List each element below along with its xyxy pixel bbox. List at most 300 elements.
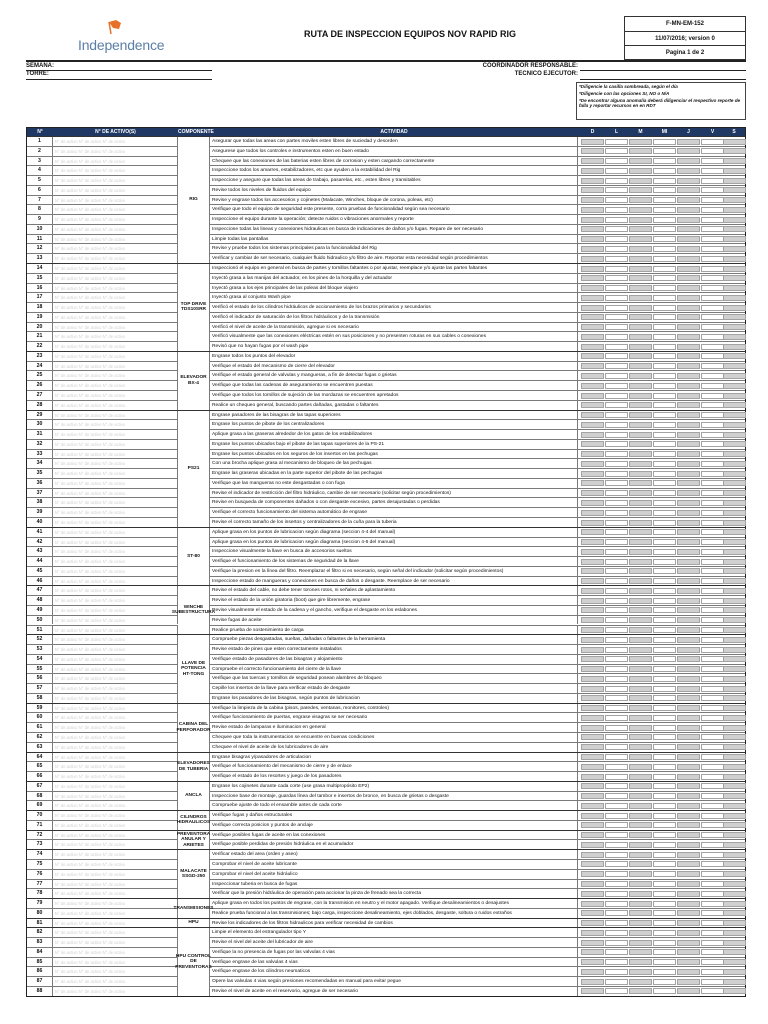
day-check-cell[interactable]	[581, 861, 604, 867]
asset-number-cell[interactable]: N° de activo N° de activo N° de activo	[53, 498, 178, 507]
day-check-cell[interactable]	[701, 559, 724, 565]
day-check-cell[interactable]	[653, 480, 676, 486]
day-check-cell[interactable]	[605, 705, 628, 711]
day-check-cell[interactable]	[629, 520, 652, 526]
day-check-cell[interactable]	[629, 578, 652, 584]
day-check-cell[interactable]	[701, 578, 724, 584]
day-check-cell[interactable]	[605, 148, 628, 154]
day-check-cell[interactable]	[581, 256, 604, 262]
day-check-cell[interactable]	[581, 617, 604, 623]
asset-number-cell[interactable]: N° de activo N° de activo N° de activo	[53, 958, 178, 967]
day-check-cell[interactable]	[581, 295, 604, 301]
day-check-cell[interactable]	[653, 627, 676, 633]
day-check-cell[interactable]	[723, 432, 746, 438]
day-check-cell[interactable]	[581, 686, 604, 692]
day-check-cell[interactable]	[701, 500, 724, 506]
day-check-cell[interactable]	[629, 988, 652, 994]
asset-number-cell[interactable]: N° de activo N° de activo N° de activo	[53, 772, 178, 781]
day-check-cell[interactable]	[653, 871, 676, 877]
day-check-cell[interactable]	[701, 363, 724, 369]
day-check-cell[interactable]	[629, 529, 652, 535]
asset-number-cell[interactable]: N° de activo N° de activo N° de activo	[53, 645, 178, 654]
day-check-cell[interactable]	[677, 852, 700, 858]
day-check-cell[interactable]	[605, 783, 628, 789]
day-check-cell[interactable]	[581, 510, 604, 516]
day-check-cell[interactable]	[723, 539, 746, 545]
day-check-cell[interactable]	[653, 930, 676, 936]
day-check-cell[interactable]	[581, 832, 604, 838]
day-check-cell[interactable]	[581, 529, 604, 535]
day-check-cell[interactable]	[723, 969, 746, 975]
asset-number-cell[interactable]: N° de activo N° de activo N° de activo	[53, 459, 178, 468]
day-check-cell[interactable]	[629, 217, 652, 223]
day-check-cell[interactable]	[701, 910, 724, 916]
day-check-cell[interactable]	[629, 842, 652, 848]
day-check-cell[interactable]	[605, 969, 628, 975]
day-check-cell[interactable]	[605, 168, 628, 174]
day-check-cell[interactable]	[605, 774, 628, 780]
day-check-cell[interactable]	[605, 959, 628, 965]
day-check-cell[interactable]	[677, 490, 700, 496]
day-check-cell[interactable]	[677, 754, 700, 760]
tecnico-input-line[interactable]	[580, 79, 746, 80]
day-check-cell[interactable]	[581, 920, 604, 926]
day-check-cell[interactable]	[677, 500, 700, 506]
day-check-cell[interactable]	[677, 588, 700, 594]
day-check-cell[interactable]	[723, 139, 746, 145]
asset-number-cell[interactable]: N° de activo N° de activo N° de activo	[53, 567, 178, 576]
asset-number-cell[interactable]: N° de activo N° de activo N° de activo	[53, 889, 178, 898]
day-check-cell[interactable]	[581, 881, 604, 887]
day-check-cell[interactable]	[605, 139, 628, 145]
day-check-cell[interactable]	[653, 236, 676, 242]
day-check-cell[interactable]	[629, 393, 652, 399]
day-check-cell[interactable]	[701, 715, 724, 721]
asset-number-cell[interactable]: N° de activo N° de activo N° de activo	[53, 430, 178, 439]
day-check-cell[interactable]	[677, 598, 700, 604]
day-check-cell[interactable]	[677, 432, 700, 438]
day-check-cell[interactable]	[677, 471, 700, 477]
day-check-cell[interactable]	[581, 363, 604, 369]
day-check-cell[interactable]	[723, 295, 746, 301]
day-check-cell[interactable]	[605, 744, 628, 750]
day-check-cell[interactable]	[723, 480, 746, 486]
day-check-cell[interactable]	[677, 295, 700, 301]
day-check-cell[interactable]	[677, 861, 700, 867]
day-check-cell[interactable]	[701, 705, 724, 711]
day-check-cell[interactable]	[653, 441, 676, 447]
day-check-cell[interactable]	[605, 920, 628, 926]
day-check-cell[interactable]	[629, 158, 652, 164]
day-check-cell[interactable]	[629, 881, 652, 887]
day-check-cell[interactable]	[629, 783, 652, 789]
day-check-cell[interactable]	[629, 353, 652, 359]
day-check-cell[interactable]	[677, 383, 700, 389]
day-check-cell[interactable]	[701, 881, 724, 887]
day-check-cell[interactable]	[629, 197, 652, 203]
day-check-cell[interactable]	[701, 324, 724, 330]
day-check-cell[interactable]	[653, 832, 676, 838]
asset-number-cell[interactable]: N° de activo N° de activo N° de activo	[53, 411, 178, 420]
day-check-cell[interactable]	[653, 510, 676, 516]
asset-number-cell[interactable]: N° de activo N° de activo N° de activo	[53, 577, 178, 586]
asset-number-cell[interactable]: N° de activo N° de activo N° de activo	[53, 626, 178, 635]
day-check-cell[interactable]	[605, 490, 628, 496]
asset-number-cell[interactable]: N° de activo N° de activo N° de activo	[53, 547, 178, 556]
day-check-cell[interactable]	[677, 314, 700, 320]
day-check-cell[interactable]	[723, 148, 746, 154]
day-check-cell[interactable]	[629, 676, 652, 682]
day-check-cell[interactable]	[723, 422, 746, 428]
day-check-cell[interactable]	[701, 441, 724, 447]
day-check-cell[interactable]	[605, 393, 628, 399]
day-check-cell[interactable]	[629, 246, 652, 252]
asset-number-cell[interactable]: N° de activo N° de activo N° de activo	[53, 596, 178, 605]
day-check-cell[interactable]	[605, 842, 628, 848]
day-check-cell[interactable]	[723, 207, 746, 213]
day-check-cell[interactable]	[701, 422, 724, 428]
day-check-cell[interactable]	[701, 988, 724, 994]
day-check-cell[interactable]	[677, 539, 700, 545]
day-check-cell[interactable]	[677, 842, 700, 848]
day-check-cell[interactable]	[581, 695, 604, 701]
asset-number-cell[interactable]: N° de activo N° de activo N° de activo	[53, 254, 178, 263]
day-check-cell[interactable]	[605, 383, 628, 389]
day-check-cell[interactable]	[605, 373, 628, 379]
day-check-cell[interactable]	[629, 139, 652, 145]
day-check-cell[interactable]	[605, 607, 628, 613]
day-check-cell[interactable]	[581, 559, 604, 565]
day-check-cell[interactable]	[677, 344, 700, 350]
asset-number-cell[interactable]: N° de activo N° de activo N° de activo	[53, 987, 178, 996]
day-check-cell[interactable]	[677, 559, 700, 565]
day-check-cell[interactable]	[653, 686, 676, 692]
day-check-cell[interactable]	[701, 520, 724, 526]
day-check-cell[interactable]	[629, 500, 652, 506]
day-check-cell[interactable]	[653, 139, 676, 145]
day-check-cell[interactable]	[677, 363, 700, 369]
day-check-cell[interactable]	[677, 607, 700, 613]
day-check-cell[interactable]	[723, 988, 746, 994]
day-check-cell[interactable]	[723, 578, 746, 584]
day-check-cell[interactable]	[605, 559, 628, 565]
asset-number-cell[interactable]: N° de activo N° de activo N° de activo	[53, 557, 178, 566]
day-check-cell[interactable]	[653, 813, 676, 819]
day-check-cell[interactable]	[581, 246, 604, 252]
day-check-cell[interactable]	[677, 920, 700, 926]
day-check-cell[interactable]	[723, 256, 746, 262]
day-check-cell[interactable]	[701, 871, 724, 877]
day-check-cell[interactable]	[701, 656, 724, 662]
day-check-cell[interactable]	[653, 647, 676, 653]
day-check-cell[interactable]	[701, 432, 724, 438]
day-check-cell[interactable]	[629, 764, 652, 770]
day-check-cell[interactable]	[605, 305, 628, 311]
day-check-cell[interactable]	[629, 930, 652, 936]
asset-number-cell[interactable]: N° de activo N° de activo N° de activo	[53, 303, 178, 312]
day-check-cell[interactable]	[723, 461, 746, 467]
day-check-cell[interactable]	[653, 324, 676, 330]
day-check-cell[interactable]	[629, 168, 652, 174]
day-check-cell[interactable]	[653, 490, 676, 496]
day-check-cell[interactable]	[629, 451, 652, 457]
day-check-cell[interactable]	[723, 402, 746, 408]
day-check-cell[interactable]	[605, 344, 628, 350]
day-check-cell[interactable]	[653, 861, 676, 867]
day-check-cell[interactable]	[653, 734, 676, 740]
asset-number-cell[interactable]: N° de activo N° de activo N° de activo	[53, 616, 178, 625]
day-check-cell[interactable]	[581, 373, 604, 379]
day-check-cell[interactable]	[629, 686, 652, 692]
day-check-cell[interactable]	[581, 520, 604, 526]
day-check-cell[interactable]	[581, 979, 604, 985]
day-check-cell[interactable]	[701, 393, 724, 399]
asset-number-cell[interactable]: N° de activo N° de activo N° de activo	[53, 137, 178, 146]
asset-number-cell[interactable]: N° de activo N° de activo N° de activo	[53, 840, 178, 849]
day-check-cell[interactable]	[581, 734, 604, 740]
day-check-cell[interactable]	[581, 588, 604, 594]
day-check-cell[interactable]	[629, 803, 652, 809]
day-check-cell[interactable]	[629, 822, 652, 828]
day-check-cell[interactable]	[701, 539, 724, 545]
day-check-cell[interactable]	[677, 236, 700, 242]
asset-number-cell[interactable]: N° de activo N° de activo N° de activo	[53, 215, 178, 224]
day-check-cell[interactable]	[701, 930, 724, 936]
asset-number-cell[interactable]: N° de activo N° de activo N° de activo	[53, 225, 178, 234]
day-check-cell[interactable]	[581, 471, 604, 477]
day-check-cell[interactable]	[677, 822, 700, 828]
day-check-cell[interactable]	[605, 988, 628, 994]
day-check-cell[interactable]	[605, 901, 628, 907]
day-check-cell[interactable]	[605, 314, 628, 320]
day-check-cell[interactable]	[629, 920, 652, 926]
day-check-cell[interactable]	[581, 842, 604, 848]
day-check-cell[interactable]	[701, 813, 724, 819]
day-check-cell[interactable]	[723, 734, 746, 740]
day-check-cell[interactable]	[653, 969, 676, 975]
day-check-cell[interactable]	[581, 959, 604, 965]
day-check-cell[interactable]	[629, 314, 652, 320]
day-check-cell[interactable]	[605, 246, 628, 252]
day-check-cell[interactable]	[629, 979, 652, 985]
asset-number-cell[interactable]: N° de activo N° de activo N° de activo	[53, 665, 178, 674]
day-check-cell[interactable]	[723, 705, 746, 711]
day-check-cell[interactable]	[677, 568, 700, 574]
day-check-cell[interactable]	[701, 920, 724, 926]
day-check-cell[interactable]	[723, 744, 746, 750]
day-check-cell[interactable]	[677, 578, 700, 584]
day-check-cell[interactable]	[677, 158, 700, 164]
semana-input-line[interactable]	[26, 70, 212, 71]
day-check-cell[interactable]	[629, 744, 652, 750]
day-check-cell[interactable]	[723, 852, 746, 858]
day-check-cell[interactable]	[605, 295, 628, 301]
day-check-cell[interactable]	[605, 617, 628, 623]
day-check-cell[interactable]	[605, 285, 628, 291]
day-check-cell[interactable]	[723, 656, 746, 662]
day-check-cell[interactable]	[581, 178, 604, 184]
day-check-cell[interactable]	[581, 930, 604, 936]
day-check-cell[interactable]	[677, 979, 700, 985]
asset-number-cell[interactable]: N° de activo N° de activo N° de activo	[53, 782, 178, 791]
day-check-cell[interactable]	[653, 842, 676, 848]
day-check-cell[interactable]	[677, 832, 700, 838]
day-check-cell[interactable]	[629, 813, 652, 819]
day-check-cell[interactable]	[701, 246, 724, 252]
coordinador-input-line[interactable]	[580, 70, 746, 71]
asset-number-cell[interactable]: N° de activo N° de activo N° de activo	[53, 919, 178, 928]
day-check-cell[interactable]	[581, 451, 604, 457]
day-check-cell[interactable]	[701, 852, 724, 858]
day-check-cell[interactable]	[653, 305, 676, 311]
day-check-cell[interactable]	[581, 187, 604, 193]
day-check-cell[interactable]	[701, 568, 724, 574]
day-check-cell[interactable]	[701, 510, 724, 516]
day-check-cell[interactable]	[701, 402, 724, 408]
day-check-cell[interactable]	[605, 226, 628, 232]
day-check-cell[interactable]	[723, 940, 746, 946]
day-check-cell[interactable]	[701, 666, 724, 672]
asset-number-cell[interactable]: N° de activo N° de activo N° de activo	[53, 538, 178, 547]
day-check-cell[interactable]	[653, 803, 676, 809]
day-check-cell[interactable]	[723, 627, 746, 633]
day-check-cell[interactable]	[723, 803, 746, 809]
day-check-cell[interactable]	[653, 353, 676, 359]
day-check-cell[interactable]	[629, 539, 652, 545]
day-check-cell[interactable]	[653, 363, 676, 369]
day-check-cell[interactable]	[723, 510, 746, 516]
day-check-cell[interactable]	[629, 207, 652, 213]
day-check-cell[interactable]	[581, 607, 604, 613]
day-check-cell[interactable]	[581, 285, 604, 291]
day-check-cell[interactable]	[701, 148, 724, 154]
day-check-cell[interactable]	[701, 471, 724, 477]
day-check-cell[interactable]	[629, 471, 652, 477]
day-check-cell[interactable]	[629, 226, 652, 232]
day-check-cell[interactable]	[605, 441, 628, 447]
day-check-cell[interactable]	[581, 754, 604, 760]
day-check-cell[interactable]	[723, 871, 746, 877]
day-check-cell[interactable]	[605, 266, 628, 272]
day-check-cell[interactable]	[723, 471, 746, 477]
day-check-cell[interactable]	[677, 461, 700, 467]
day-check-cell[interactable]	[581, 969, 604, 975]
day-check-cell[interactable]	[581, 852, 604, 858]
day-check-cell[interactable]	[629, 422, 652, 428]
day-check-cell[interactable]	[723, 901, 746, 907]
day-check-cell[interactable]	[629, 969, 652, 975]
day-check-cell[interactable]	[581, 666, 604, 672]
day-check-cell[interactable]	[581, 813, 604, 819]
day-check-cell[interactable]	[701, 969, 724, 975]
day-check-cell[interactable]	[677, 783, 700, 789]
day-check-cell[interactable]	[581, 275, 604, 281]
asset-number-cell[interactable]: N° de activo N° de activo N° de activo	[53, 352, 178, 361]
day-check-cell[interactable]	[605, 861, 628, 867]
day-check-cell[interactable]	[677, 217, 700, 223]
day-check-cell[interactable]	[723, 549, 746, 555]
day-check-cell[interactable]	[581, 324, 604, 330]
day-check-cell[interactable]	[701, 959, 724, 965]
day-check-cell[interactable]	[677, 803, 700, 809]
asset-number-cell[interactable]: N° de activo N° de activo N° de activo	[53, 850, 178, 859]
day-check-cell[interactable]	[723, 598, 746, 604]
day-check-cell[interactable]	[723, 588, 746, 594]
day-check-cell[interactable]	[653, 187, 676, 193]
asset-number-cell[interactable]: N° de activo N° de activo N° de activo	[53, 753, 178, 762]
day-check-cell[interactable]	[605, 480, 628, 486]
asset-number-cell[interactable]: N° de activo N° de activo N° de activo	[53, 928, 178, 937]
day-check-cell[interactable]	[677, 549, 700, 555]
day-check-cell[interactable]	[723, 500, 746, 506]
day-check-cell[interactable]	[677, 334, 700, 340]
day-check-cell[interactable]	[629, 549, 652, 555]
day-check-cell[interactable]	[581, 744, 604, 750]
day-check-cell[interactable]	[653, 529, 676, 535]
day-check-cell[interactable]	[581, 598, 604, 604]
day-check-cell[interactable]	[581, 393, 604, 399]
asset-number-cell[interactable]: N° de activo N° de activo N° de activo	[53, 235, 178, 244]
day-check-cell[interactable]	[723, 363, 746, 369]
asset-number-cell[interactable]: N° de activo N° de activo N° de activo	[53, 244, 178, 253]
day-check-cell[interactable]	[581, 266, 604, 272]
day-check-cell[interactable]	[653, 959, 676, 965]
day-check-cell[interactable]	[605, 275, 628, 281]
day-check-cell[interactable]	[677, 676, 700, 682]
day-check-cell[interactable]	[701, 256, 724, 262]
asset-number-cell[interactable]: N° de activo N° de activo N° de activo	[53, 977, 178, 986]
day-check-cell[interactable]	[581, 637, 604, 643]
day-check-cell[interactable]	[629, 568, 652, 574]
day-check-cell[interactable]	[605, 871, 628, 877]
asset-number-cell[interactable]: N° de activo N° de activo N° de activo	[53, 948, 178, 957]
day-check-cell[interactable]	[629, 285, 652, 291]
day-check-cell[interactable]	[701, 734, 724, 740]
day-check-cell[interactable]	[723, 373, 746, 379]
day-check-cell[interactable]	[677, 197, 700, 203]
day-check-cell[interactable]	[653, 764, 676, 770]
day-check-cell[interactable]	[701, 607, 724, 613]
day-check-cell[interactable]	[677, 178, 700, 184]
day-check-cell[interactable]	[605, 256, 628, 262]
day-check-cell[interactable]	[701, 861, 724, 867]
day-check-cell[interactable]	[629, 725, 652, 731]
day-check-cell[interactable]	[723, 353, 746, 359]
day-check-cell[interactable]	[701, 832, 724, 838]
day-check-cell[interactable]	[723, 930, 746, 936]
day-check-cell[interactable]	[653, 666, 676, 672]
day-check-cell[interactable]	[605, 334, 628, 340]
day-check-cell[interactable]	[629, 236, 652, 242]
day-check-cell[interactable]	[723, 275, 746, 281]
day-check-cell[interactable]	[723, 520, 746, 526]
day-check-cell[interactable]	[581, 715, 604, 721]
asset-number-cell[interactable]: N° de activo N° de activo N° de activo	[53, 264, 178, 273]
day-check-cell[interactable]	[629, 559, 652, 565]
day-check-cell[interactable]	[723, 383, 746, 389]
day-check-cell[interactable]	[653, 578, 676, 584]
day-check-cell[interactable]	[581, 803, 604, 809]
day-check-cell[interactable]	[723, 666, 746, 672]
day-check-cell[interactable]	[701, 197, 724, 203]
day-check-cell[interactable]	[677, 451, 700, 457]
asset-number-cell[interactable]: N° de activo N° de activo N° de activo	[53, 860, 178, 869]
day-check-cell[interactable]	[723, 754, 746, 760]
asset-number-cell[interactable]: N° de activo N° de activo N° de activo	[53, 274, 178, 283]
day-check-cell[interactable]	[581, 705, 604, 711]
day-check-cell[interactable]	[605, 598, 628, 604]
day-check-cell[interactable]	[653, 979, 676, 985]
